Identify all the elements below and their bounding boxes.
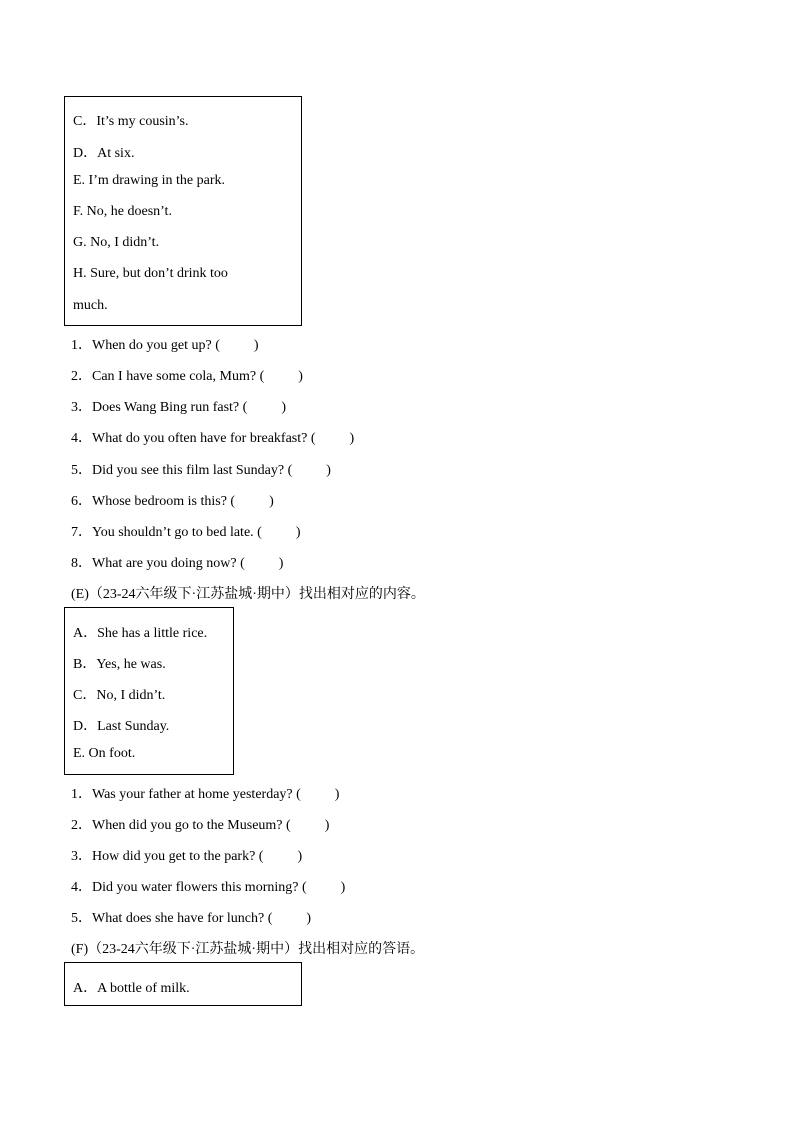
question-e-3 (71, 845, 302, 865)
answer-blank[interactable]: ( ) (240, 556, 284, 571)
answer-blank[interactable]: ( ) (215, 338, 259, 353)
question-e-5 (71, 907, 311, 927)
option-d-e: E. I’m drawing in the park. (73, 173, 226, 188)
option-d-c: C．It’s my cousin’s. (73, 114, 189, 129)
question-d-7 (71, 521, 301, 541)
option-d-f: F. No, he doesn’t. (73, 204, 172, 219)
options-box-e (64, 607, 234, 775)
question-text: 5．What does she have for lunch? (71, 911, 265, 926)
question-text: 1．When do you get up? (71, 338, 212, 353)
option-f-a: A．A bottle of milk. (73, 981, 190, 996)
options-box-d (64, 96, 302, 326)
question-d-5 (71, 459, 331, 479)
options-box-f (64, 962, 302, 1006)
question-d-4 (71, 427, 354, 447)
option-e-b: B．Yes, he was. (73, 657, 166, 672)
option-e-e: E. On foot. (73, 746, 136, 761)
question-text: 2．When did you go to the Museum? (71, 818, 283, 833)
answer-blank[interactable]: ( ) (301, 880, 346, 895)
answer-blank[interactable]: ( ) (267, 911, 312, 926)
option-e-c: C．No, I didn’t. (73, 688, 166, 703)
answer-blank[interactable]: ( ) (230, 494, 274, 509)
question-e-4 (71, 876, 345, 896)
option-e-a: A．She has a little rice. (73, 626, 208, 641)
question-d-3 (71, 396, 286, 416)
answer-blank[interactable]: ( ) (286, 818, 330, 833)
question-text: 8．What are you doing now? (71, 556, 237, 571)
answer-blank[interactable]: ( ) (257, 525, 301, 540)
answer-blank[interactable]: ( ) (242, 400, 286, 415)
answer-blank[interactable]: ( ) (310, 431, 355, 446)
question-d-6 (71, 490, 274, 510)
option-d-d: D．At six. (73, 146, 135, 161)
question-d-2 (71, 365, 303, 385)
question-text: 2．Can I have some cola, Mum? (71, 369, 257, 384)
question-text: 3．Does Wang Bing run fast? (71, 400, 240, 415)
option-d-h: H. Sure, but don’t drink too (73, 266, 228, 281)
section-heading-e: (E)（23-24六年级下·江苏盐城·期中）找出相对应的内容。 (71, 587, 425, 602)
question-d-8 (71, 552, 283, 572)
answer-blank[interactable]: ( ) (258, 849, 303, 864)
question-text: 5．Did you see this film last Sunday? (71, 463, 285, 478)
option-e-d: D．Last Sunday. (73, 719, 170, 734)
question-d-1 (71, 334, 259, 354)
question-text: 4．Did you water flowers this morning? (71, 880, 299, 895)
option-d-g: G. No, I didn’t. (73, 235, 160, 250)
question-e-1 (71, 783, 339, 803)
answer-blank[interactable]: ( ) (287, 463, 331, 478)
answer-blank[interactable]: ( ) (296, 787, 340, 802)
question-text: 4．What do you often have for breakfast? (71, 431, 308, 446)
question-text: 7．You shouldn’t go to bed late. (71, 525, 254, 540)
question-e-2 (71, 814, 329, 834)
question-text: 1．Was your father at home yesterday? (71, 787, 293, 802)
question-text: 6．Whose bedroom is this? (71, 494, 227, 509)
section-heading-f: (F)（23-24六年级下·江苏盐城·期中）找出相对应的答语。 (71, 942, 425, 957)
question-text: 3．How did you get to the park? (71, 849, 256, 864)
answer-blank[interactable]: ( ) (259, 369, 303, 384)
option-d-h-cont: much. (73, 298, 108, 313)
